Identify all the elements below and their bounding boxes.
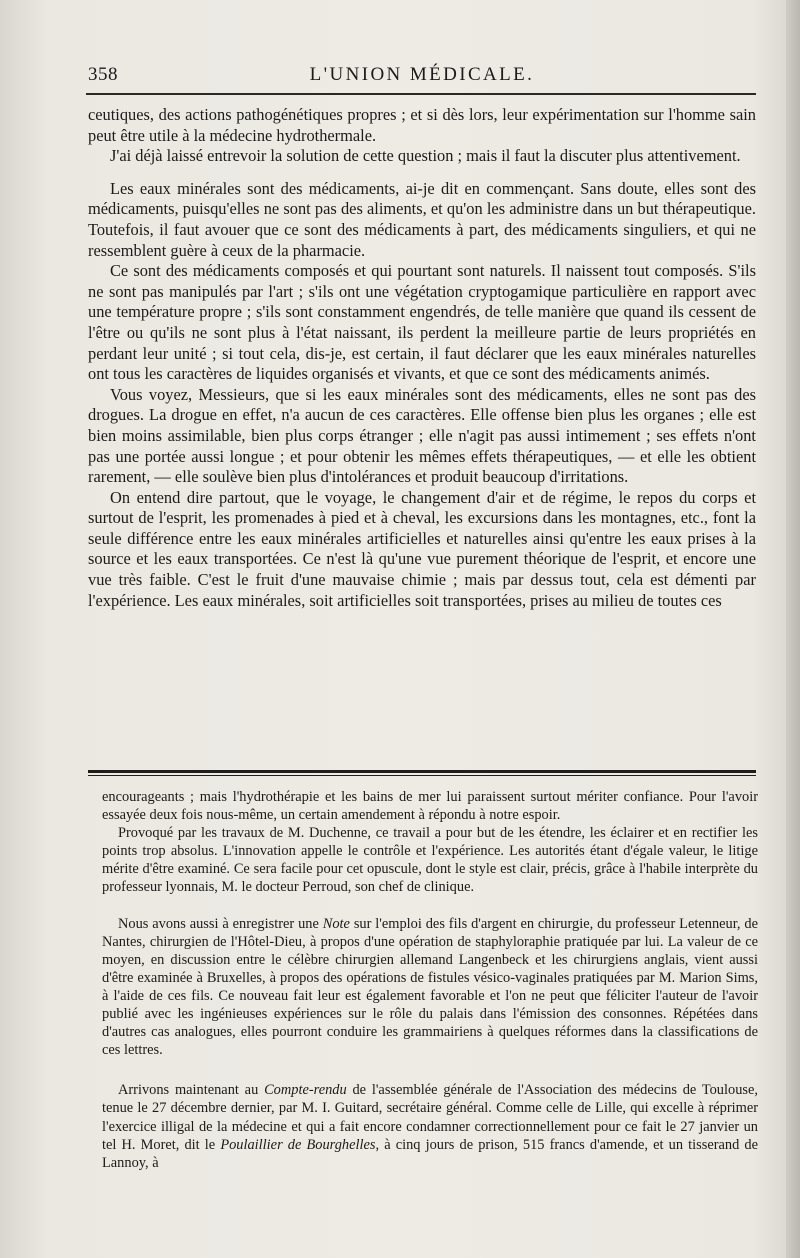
note-nickname-italic: Poulaillier de Bourghelles [220,1136,376,1153]
running-header [88,62,756,92]
footnote-rule-thick [88,770,756,773]
note-title-italic: Compte-rendu [264,1082,347,1099]
note-text: Nous avons aussi à enregistrer une [118,915,323,932]
note-paragraph [102,1081,758,1171]
header-rule [86,93,756,95]
note-paragraph: Provoqué par les travaux de M. Duchenne, ce travail a pour but de les étendre, les éclairer et en rectifier les points trop absolus. L'innovation appelle le contrôle et l'expérience. Les autorités étant d'égale valeur, le litige mérite d'être examiné. Ce sera facile pour cet opuscule, dont le style est clair, précis, grâce à l'habile interprète du professeur lyonnais, M. le docteur Perroud, son chef de clinique. [102,825,758,896]
paragraph: J'ai déjà laissé entrevoir la solution de cette question ; mais il faut la discuter plus attentivement. [110,146,741,166]
note-title-italic: Note [322,915,350,932]
paragraph: Ce sont des médicaments composés et qui pourtant sont naturels. Il naissent tout composés. S'ils ne sont pas manipulés par l'art ; s'ils ont une végétation cryptogamique particulière en rapport avec une température propre ; s'ils sont constamment engendrés, de telle manière que quand ils cessent de l'être ou qu'ils ne sont plus à l'état naissant, ils perdent la meilleure partie de leurs propriétés en perdant leur unité ; si tout cela, dis-je, est certain, il faut déclarer que les eaux minérales naturelles ont tous les caractères de liquides organisés et vivants, et que ce sont des médicaments animés. [88,261,756,384]
paragraph: Les eaux minérales sont des médicaments, ai-je dit en commençant. Sans doute, elles sont des médicaments, puisqu'elles ne sont pas des aliments, et qu'on les administre dans un but thérapeutique. Toutefois, il faut avouer que ce sont des médicaments à part, des médicaments singuliers, et qui ne ressemblent guère à ceux de la pharmacie. [88,178,756,260]
note-text: de l'assemblée générale de l'Association des médecins de Toulouse, tenue le 27 décembre dernier, par M. I. Guitard, secrétaire général. Comme celle de Lille, qui excelle à réprimer l'exercice illigal de la médecine et qui a fait encore condamner correctionnellement pour ce fait le 27 janvier un tel H. Moret, dit le [102,1082,758,1153]
page-gutter-shadow [786,0,800,1258]
footnote-rule-thin [88,775,756,776]
main-text [88,105,756,611]
note-text: , à cinq jours de prison, 515 francs d'amende, et un tisserand de Lannoy, à [102,1136,758,1171]
review-notes [102,788,758,1172]
note-paragraph: encourageants ; mais l'hydrothérapie et les bains de mer lui paraissent surtout mériter confiance. Pour l'avoir essayée deux fois nous-même, un certain amendement à répondu à notre espoir. [102,789,758,824]
running-title: L'UNION MÉDICALE. [309,64,535,85]
paragraph-continuation: ceutiques, des actions pathogénétiques propres ; et si dès lors, leur expérimentation sur l'homme sain peut être utile à la médecine hydrothermale. [88,105,756,145]
note-text: sur l'emploi des fils d'argent en chirurgie, du professeur Letenneur, de Nantes, chirurgien de l'Hôtel-Dieu, à propos d'une opération de staphyloraphie pratiquée par lui. La valeur de ce moyen, en discussion entre le célèbre chirurgien allemand Langenbeck et les chirurgiens anglais, vient aussi d'être examinée à Bruxelles, à propos des opérations de fistules vésico-vaginales pratiquées par M. Marion Sims, à l'aide de ces fils. Ce nouveau fait leur est également favorable et l'on ne peut que féliciter l'auteur de l'avoir publié avec les ingénieuses expériences sur le rôle du palais dans l'émission des consonnes. Répétées dans d'autres cas analogues, elles pourront conduire les grammairiens à quelques réformes dans la classifications de ces lettres. [102,915,758,1059]
paragraph: Vous voyez, Messieurs, que si les eaux minérales sont des médicaments, elles ne sont pas des drogues. La drogue en effet, n'a aucun de ces caractères. Elle offense bien plus les organes ; elle est bien moins assimilable, bien plus corps étranger ; elle n'agit pas aussi intimement ; ses effets n'ont pas une portée aussi longue ; et pour obtenir les mêmes effets thérapeutiques, — et elle les obtient rarement, — elle soulève bien plus d'intolérances et produit beaucoup d'irritations. [88,384,756,487]
page-number: 358 [88,64,118,85]
note-text: Arrivons maintenant au [118,1082,265,1099]
paragraph: On entend dire partout, que le voyage, le changement d'air et de régime, le repos du corps et surtout de l'esprit, les promenades à pied et à cheval, les excursions dans les montagnes, etc., font la seule différence entre les eaux minérales artificielles et naturelles ainsi qu'entre les eaux prises à la source et les eaux transportées. Ce n'est là qu'une vue purement théorique de l'esprit, et encore une vue très faible. C'est le fruit d'une mauvaise chimie ; mais par dessus tout, cela est démenti par l'expérience. Les eaux minérales, soit artificielles soit transportées, prises au milieu de toutes ces [88,487,756,610]
note-paragraph [102,915,758,1060]
